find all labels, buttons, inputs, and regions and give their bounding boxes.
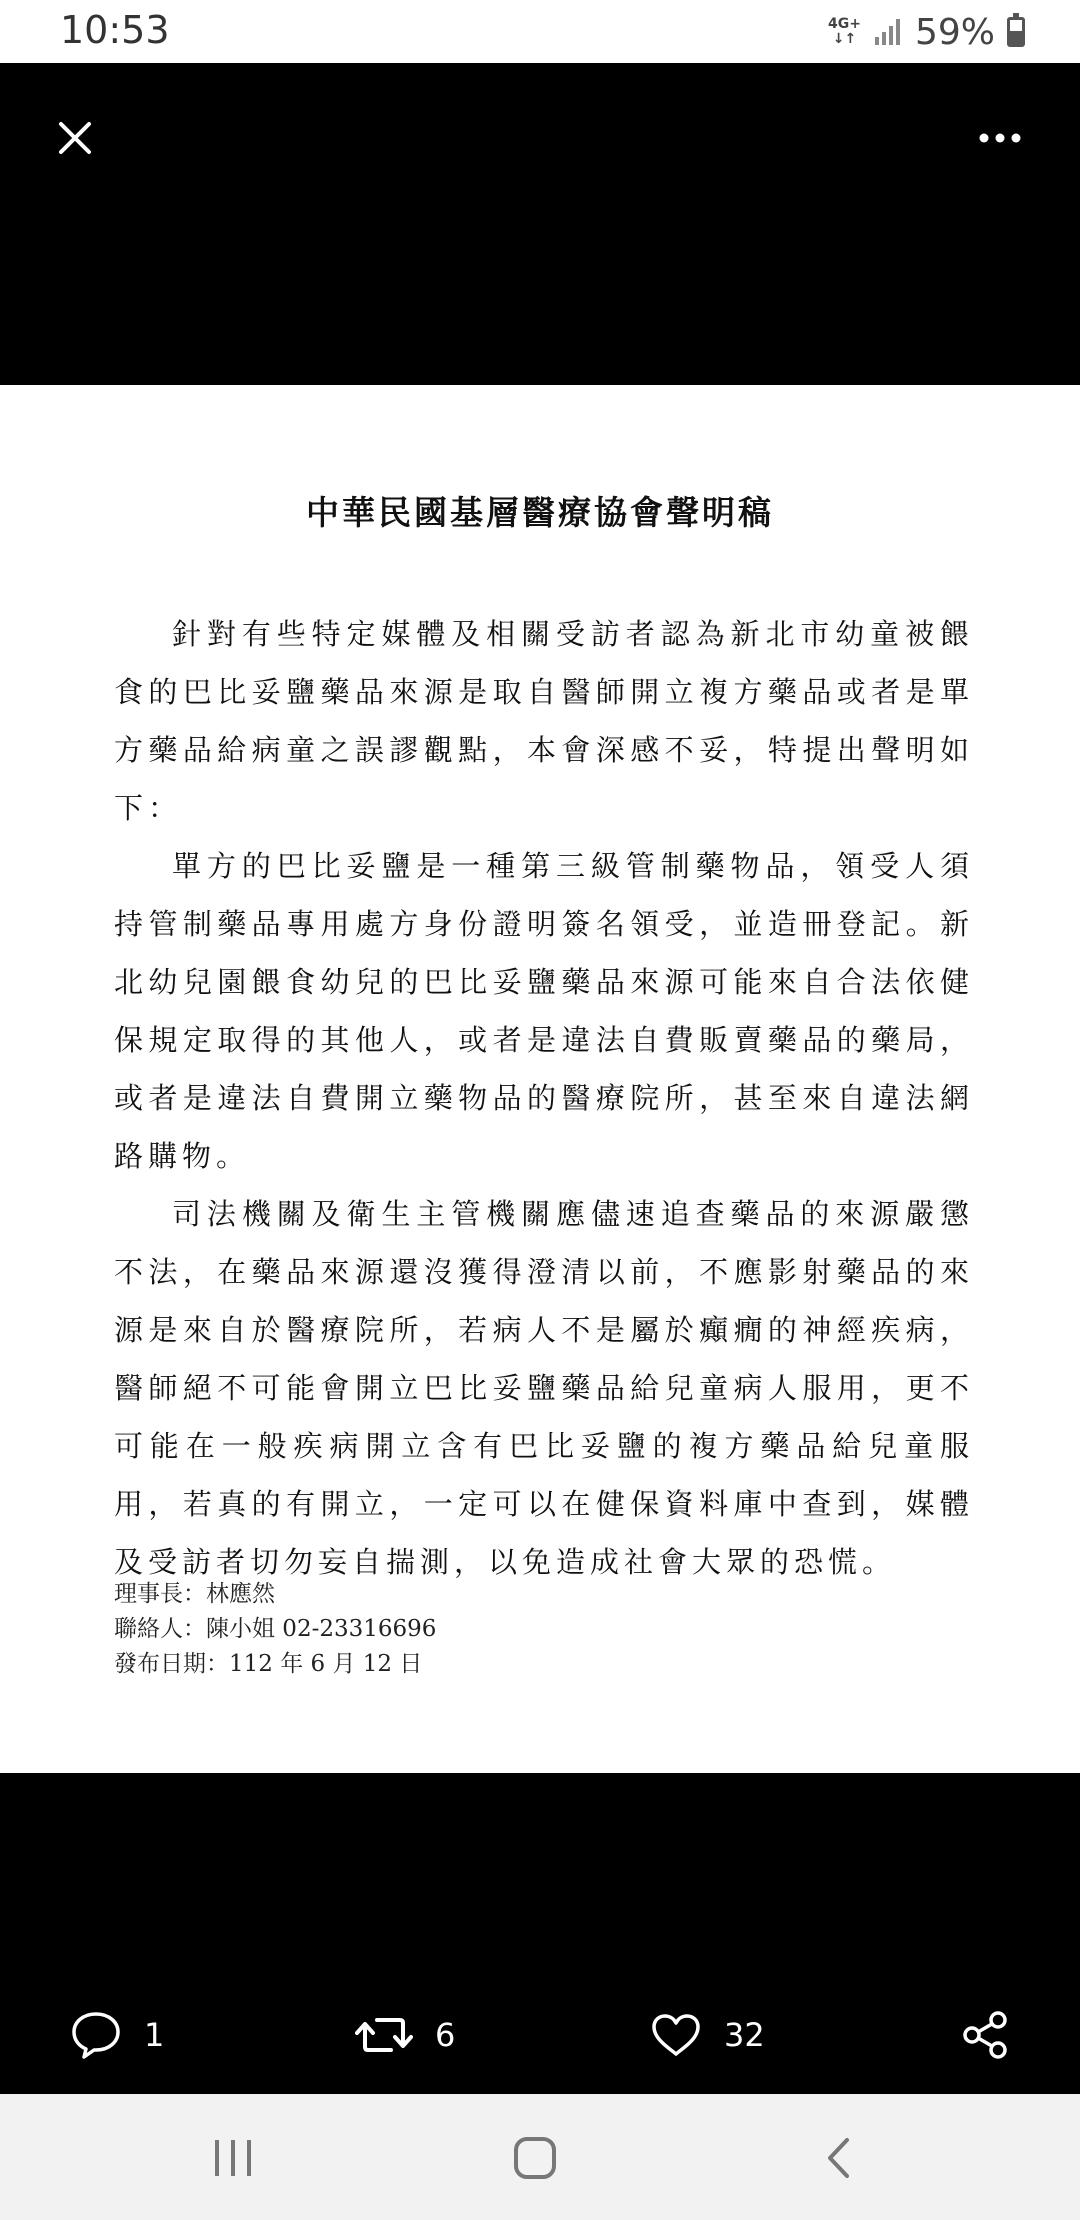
signal-icon <box>873 17 903 47</box>
paragraph-3: 司法機關及衛生主管機關應儘速追查藥品的來源嚴懲不法，在藥品來源還沒獲得澄清以前，不應影射藥品的來源是來自於醫療院所，若病人不是屬於癲癇的神經疾病，醫師絕不可能會開立巴比妥鹽藥品給兒童病人服用，更不可能在一般疾病開立含有巴比妥鹽的複方藥品給兒童服用，若真的有開立，一定可以在健保資料庫中查到，媒體及受訪者切勿妄自揣測，以免造成社會大眾的恐慌。 <box>114 1197 974 1579</box>
paragraph-2: 單方的巴比妥鹽是一種第三級管制藥物品，領受人須持管制藥品專用處方身份證明簽名領受，並造冊登記。新北幼兒園餵食幼兒的巴比妥鹽藥品來源可能來自合法依健保規定取得的其他人，或者是違法自費販賣藥品的藥局，或者是違法自費開立藥物品的醫療院所，甚至來自違法網路購物。 <box>114 849 974 1173</box>
date-line: 發布日期：112 年 6 月 12 日 <box>114 1651 423 1677</box>
retweet-icon <box>355 2013 413 2057</box>
more-icon <box>979 133 1021 143</box>
media-viewer-header <box>0 63 1080 385</box>
contact-line: 聯絡人：陳小姐 02-23316696 <box>114 1616 437 1642</box>
reply-button[interactable] <box>70 1990 164 2080</box>
system-navigation-bar <box>0 2094 1080 2220</box>
status-icons <box>828 10 1025 54</box>
close-button[interactable] <box>50 113 100 163</box>
document-signature <box>114 1577 436 1682</box>
status-time: 10:53 <box>60 8 170 52</box>
statement-image <box>0 385 1080 1773</box>
document-title: 中華民國基層醫療協會聲明稿 <box>306 493 774 532</box>
paragraph-1: 針對有些特定媒體及相關受訪者認為新北市幼童被餵食的巴比妥鹽藥品來源是取自醫師開立複方藥品或者是單方藥品給病童之誤謬觀點，本會深感不妥，特提出聲明如下： <box>114 617 974 825</box>
back-icon <box>823 2136 853 2180</box>
tweet-actions <box>0 1990 1080 2080</box>
back-button[interactable] <box>808 2130 868 2186</box>
share-button[interactable] <box>960 1990 1010 2080</box>
chairman-line: 理事長：林應然 <box>114 1581 275 1607</box>
recent-apps-icon <box>211 2138 255 2178</box>
retweet-button[interactable] <box>355 1990 455 2080</box>
battery-percent: 59% <box>914 11 995 53</box>
close-icon <box>58 121 92 155</box>
network-activity: ↓↑ <box>832 31 857 47</box>
home-icon <box>512 2135 558 2181</box>
like-button[interactable] <box>650 1990 765 2080</box>
reply-count: 1 <box>144 2016 165 2054</box>
network-indicator <box>828 17 861 47</box>
reply-icon <box>70 2010 122 2060</box>
network-type: 4G+ <box>828 16 861 32</box>
heart-icon <box>650 2012 702 2058</box>
retweet-count: 6 <box>435 2016 456 2054</box>
recent-apps-button[interactable] <box>203 2130 263 2186</box>
status-bar <box>0 0 1080 63</box>
like-count: 32 <box>724 2016 765 2054</box>
document-body <box>114 605 974 1591</box>
share-icon <box>960 2010 1010 2060</box>
home-button[interactable] <box>505 2130 565 2186</box>
more-options-button[interactable] <box>970 113 1030 163</box>
battery-icon <box>1007 17 1025 47</box>
